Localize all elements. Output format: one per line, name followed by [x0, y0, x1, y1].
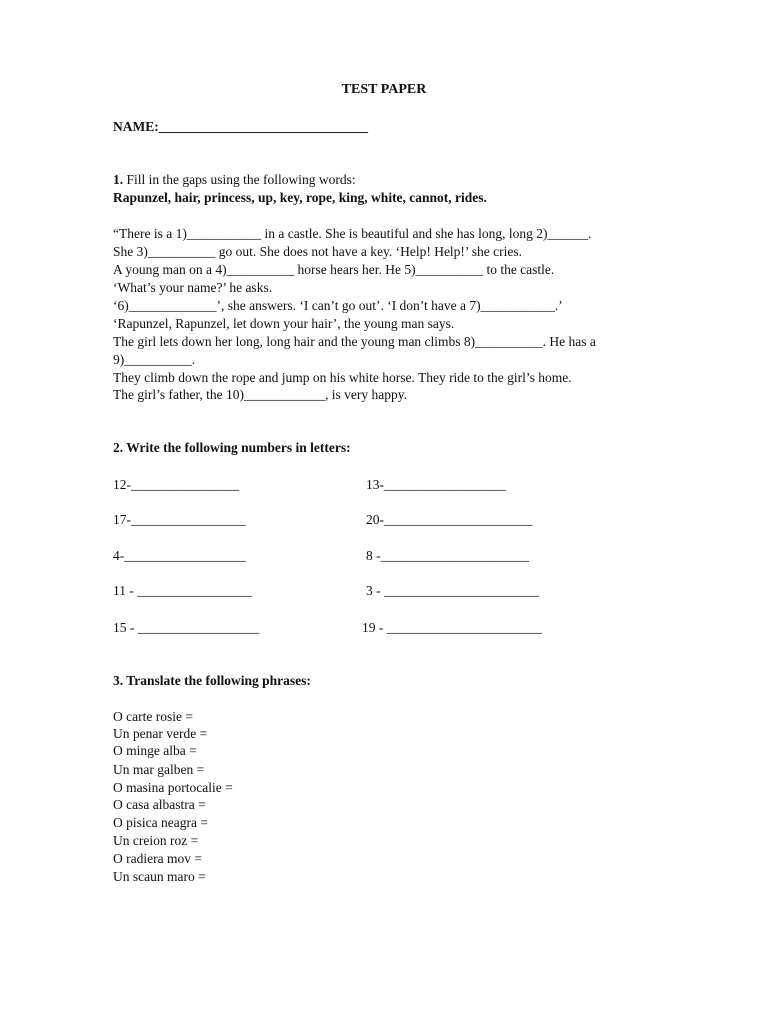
exercise-3-heading: 3. Translate the following phrases:: [113, 673, 311, 688]
phrase-item: Un penar verde =: [113, 726, 208, 741]
number-item: 4-__________________: [113, 548, 246, 563]
story-line: 9)__________.: [113, 352, 196, 367]
number-item: 3 - _______________________: [366, 583, 540, 598]
story-line: “There is a 1)___________ in a castle. She is beautiful and she has long, long 2)______.: [113, 226, 592, 241]
phrase-item: O carte rosie =: [113, 709, 193, 724]
number-item: 12-________________: [113, 477, 239, 492]
name-line: NAME:_______________________________: [113, 119, 368, 134]
story-line: They climb down the rope and jump on his white horse. They ride to the girl’s home.: [113, 370, 572, 385]
phrase-item: Un scaun maro =: [113, 869, 206, 884]
exercise-1-instruction: Fill in the gaps using the following words:: [123, 172, 356, 187]
phrase-item: O pisica neagra =: [113, 815, 208, 830]
number-item: 20-______________________: [366, 512, 533, 527]
number-item: 13-__________________: [366, 477, 506, 492]
number-item: 19 - _______________________: [362, 620, 542, 635]
story-line: ‘Rapunzel, Rapunzel, let down your hair’, the young man says.: [113, 316, 455, 331]
number-item: 8 -______________________: [366, 548, 530, 563]
story-line: A young man on a 4)__________ horse hears her. He 5)__________ to the castle.: [113, 262, 555, 277]
page-title: TEST PAPER: [341, 82, 427, 97]
story-line: The girl lets down her long, long hair and the young man climbs 8)__________. He has a: [113, 334, 596, 349]
exercise-1-number: 1.: [113, 172, 124, 187]
phrase-item: O minge alba =: [113, 743, 197, 758]
number-item: 17-_________________: [113, 512, 246, 527]
exercise-2-heading: 2. Write the following numbers in letters:: [113, 440, 351, 455]
phrase-item: O casa albastra =: [113, 797, 206, 812]
phrase-item: Un creion roz =: [113, 833, 199, 848]
word-bank: Rapunzel, hair, princess, up, key, rope, king, white, cannot, rides.: [113, 190, 487, 205]
phrase-item: O masina portocalie =: [113, 780, 233, 795]
number-item: 11 - _________________: [113, 583, 252, 598]
story-line: ‘What’s your name?’ he asks.: [113, 280, 273, 295]
story-line: The girl’s father, the 10)____________, is very happy.: [113, 387, 408, 402]
number-item: 15 - __________________: [113, 620, 260, 635]
exercise-1-heading: [113, 171, 356, 189]
phrase-item: Un mar galben =: [113, 762, 205, 777]
story-line: ‘6)_____________’, she answers. ‘I can’t go out’. ‘I don’t have a 7)___________.’: [113, 298, 563, 313]
phrase-item: O radiera mov =: [113, 851, 202, 866]
story-line: She 3)__________ go out. She does not have a key. ‘Help! Help!’ she cries.: [113, 244, 523, 259]
